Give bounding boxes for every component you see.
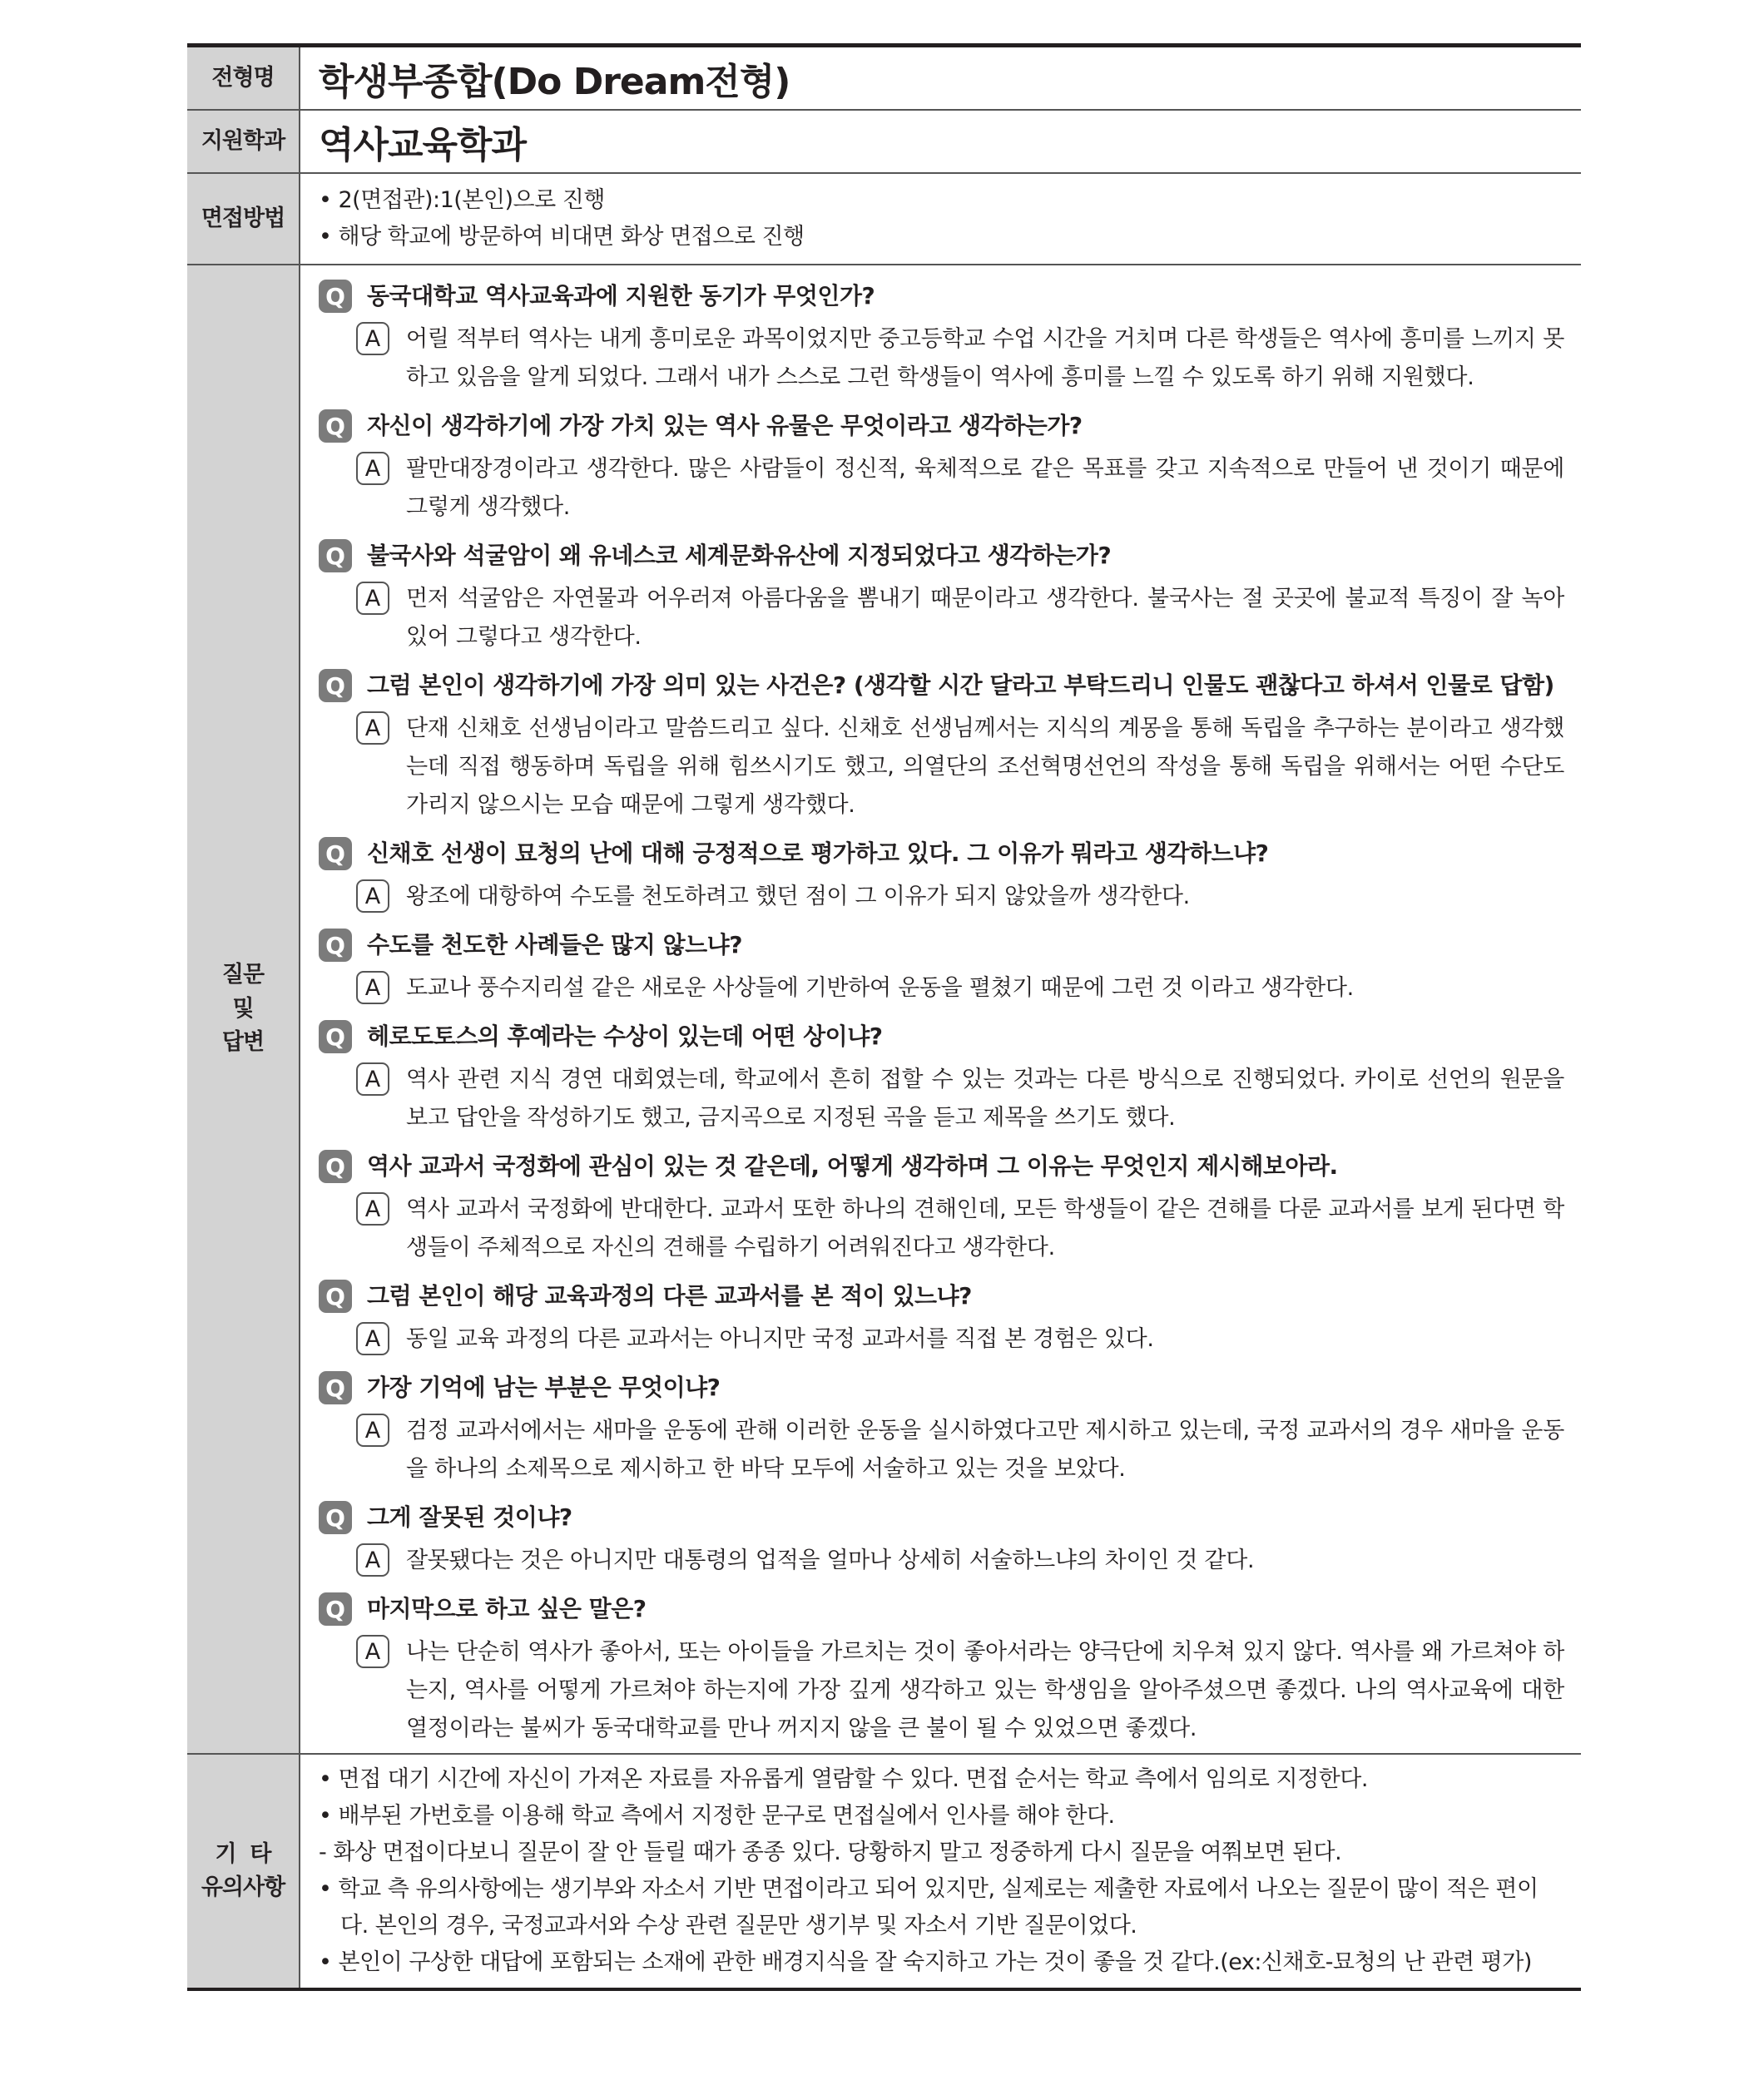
- question-badge-icon: Q: [319, 837, 352, 870]
- note-line: • 면접 대기 시간에 자신이 가져온 자료를 자유롭게 열람할 수 있다. 면접 순서는 학교 측에서 임의로 지정한다.: [319, 1766, 1368, 1792]
- question-text: 마지막으로 하고 싶은 말은?: [367, 1595, 647, 1622]
- method-line: • 2(면접관):1(본인)으로 진행: [319, 187, 605, 213]
- answer-badge-icon: A: [356, 582, 389, 615]
- department-value: 역사교육학과: [300, 110, 1581, 173]
- note-line: • 본인이 구상한 대답에 포함되는 소재에 관한 배경지식을 잘 숙지하고 가는 것이 좋을 것 같다.(ex:신채호-묘청의 난 관련 평가): [319, 1949, 1532, 1975]
- answer-badge-icon: A: [356, 1414, 389, 1447]
- question-badge-icon: Q: [319, 929, 352, 962]
- answer-item: [356, 1633, 1564, 1748]
- question-item: [319, 1147, 1564, 1186]
- question-badge-icon: Q: [319, 539, 352, 572]
- question-text: 역사 교과서 국정화에 관심이 있는 것 같은데, 어떻게 생각하며 그 이유는 무엇인지 제시해보아라.: [367, 1152, 1338, 1180]
- question-item: [319, 537, 1564, 575]
- question-text: 그럼 본인이 생각하기에 가장 의미 있는 사건은? (생각할 시간 달라고 부탁드리니 인물도 괜찮다고 하셔서 인물로 답함): [367, 671, 1554, 699]
- answer-text: 잘못됐다는 것은 아니지만 대통령의 업적을 얼마나 상세히 서술하느냐의 차이인 것 같다.: [406, 1548, 1255, 1573]
- answer-item: [356, 1191, 1564, 1267]
- interview-method-label: 면접방법: [187, 173, 300, 265]
- answer-item: [356, 1542, 1564, 1580]
- question-item: [319, 834, 1564, 873]
- answer-text: 어릴 적부터 역사는 내게 흥미로운 과목이었지만 중고등학교 수업 시간을 거치며 다른 학생들은 역사에 흥미를 느끼지 못 하고 있음을 알게 되었다. 그래서 내가 스스로 그런 학생들이 역사에 흥미를 느낄 수 있도록 하기 위해 지원했다.: [406, 326, 1564, 390]
- qa-row: [187, 265, 1581, 1754]
- answer-text: 도교나 풍수지리설 같은 새로운 사상들에 기반하여 운동을 펼쳤기 때문에 그런 것 이라고 생각한다.: [406, 975, 1354, 1001]
- qa-label-line: 및: [232, 995, 254, 1022]
- question-badge-icon: Q: [319, 1150, 352, 1183]
- notes-label: [187, 1754, 300, 1989]
- answer-text: 왕조에 대항하여 수도를 천도하려고 했던 점이 그 이유가 되지 않았을까 생각한다.: [406, 884, 1190, 909]
- question-text: 동국대학교 역사교육과에 지원한 동기가 무엇인가?: [367, 282, 875, 310]
- answer-badge-icon: A: [356, 1062, 389, 1096]
- answer-item: [356, 1320, 1564, 1359]
- question-badge-icon: Q: [319, 1592, 352, 1626]
- question-text: 헤로도토스의 후예라는 수상이 있는데 어떤 상이냐?: [367, 1023, 883, 1050]
- question-badge-icon: Q: [319, 280, 352, 313]
- question-badge-icon: Q: [319, 669, 352, 702]
- question-item: [319, 666, 1564, 705]
- answer-item: [356, 878, 1564, 916]
- answer-badge-icon: A: [356, 1543, 389, 1577]
- answer-text: 단재 신채호 선생님이라고 말씀드리고 싶다. 신채호 선생님께서는 지식의 계몽을 통해 독립을 추구하는 분이라고 생각했는데 직접 행동하며 독립을 위해 힘쓰시기도 했고, 의열단의 조선혁명선언의 작성을 통해 독립을 위해서는 어떤 수단도 가리지 않으시는 모습 때문에 그렇게 생각했다.: [406, 716, 1564, 818]
- question-text: 자신이 생각하기에 가장 가치 있는 역사 유물은 무엇이라고 생각하는가?: [367, 412, 1083, 439]
- answer-badge-icon: A: [356, 1192, 389, 1226]
- qa-label-line: 질문: [221, 962, 265, 988]
- question-badge-icon: Q: [319, 409, 352, 443]
- question-badge-icon: Q: [319, 1371, 352, 1404]
- question-badge-icon: Q: [319, 1020, 352, 1053]
- question-item: [319, 1590, 1564, 1628]
- answer-item: [356, 320, 1564, 397]
- method-line: • 해당 학교에 방문하여 비대면 화상 면접으로 진행: [319, 224, 805, 250]
- answer-item: [356, 710, 1564, 825]
- department-row: [187, 110, 1581, 173]
- question-badge-icon: Q: [319, 1501, 352, 1534]
- answer-text: 역사 교과서 국정화에 반대한다. 교과서 또한 하나의 견해인데, 모든 학생들이 같은 견해를 다룬 교과서를 보게 된다면 학생들이 주체적으로 자신의 견해를 수립하기 어려워진다고 생각한다.: [406, 1196, 1564, 1260]
- question-text: 수도를 천도한 사례들은 많지 않느냐?: [367, 931, 742, 958]
- question-item: [319, 1277, 1564, 1315]
- answer-item: [356, 1412, 1564, 1488]
- question-item: [319, 407, 1564, 445]
- answer-item: [356, 969, 1564, 1008]
- question-item: [319, 277, 1564, 315]
- question-item: [319, 1369, 1564, 1407]
- interview-sheet: [187, 43, 1581, 1991]
- question-text: 가장 기억에 남는 부분은 무엇이냐?: [367, 1374, 721, 1401]
- notes-label-line: 기 타: [215, 1840, 271, 1867]
- answer-text: 역사 관련 지식 경연 대회였는데, 학교에서 흔히 접할 수 있는 것과는 다른 방식으로 진행되었다. 카이로 선언의 원문을 보고 답안을 작성하기도 했고, 금지곡으로 지정된 곡을 듣고 제목을 쓰기도 했다.: [406, 1067, 1564, 1131]
- answer-item: [356, 450, 1564, 527]
- notes-row: [187, 1754, 1581, 1989]
- interview-method-content: [300, 173, 1581, 265]
- answer-item: [356, 580, 1564, 656]
- answer-badge-icon: A: [356, 1322, 389, 1355]
- question-item: [319, 1018, 1564, 1056]
- admission-type-row: [187, 46, 1581, 111]
- answer-item: [356, 1061, 1564, 1137]
- answer-badge-icon: A: [356, 879, 389, 913]
- answer-badge-icon: A: [356, 711, 389, 745]
- answer-text: 먼저 석굴암은 자연물과 어우러져 아름다움을 뽐내기 때문이라고 생각한다. 불국사는 절 곳곳에 불교적 특징이 잘 녹아 있어 그렇다고 생각한다.: [406, 586, 1564, 650]
- answer-badge-icon: A: [356, 1635, 389, 1668]
- answer-text: 검정 교과서에서는 새마을 운동에 관해 이러한 운동을 실시하였다고만 제시하고 있는데, 국정 교과서의 경우 새마을 운동을 하나의 소제목으로 제시하고 한 바닥 모두에 서술하고 있는 것을 보았다.: [406, 1418, 1564, 1482]
- answer-badge-icon: A: [356, 322, 389, 355]
- interview-table: [187, 43, 1581, 1991]
- admission-type-label: 전형명: [187, 46, 300, 111]
- question-text: 신채호 선생이 묘청의 난에 대해 긍정적으로 평가하고 있다. 그 이유가 뭐라고 생각하느냐?: [367, 839, 1269, 867]
- note-line: • 배부된 가번호를 이용해 학교 측에서 지정한 문구로 면접실에서 인사를 해야 한다.: [319, 1803, 1115, 1829]
- qa-label: [187, 265, 300, 1754]
- question-item: [319, 926, 1564, 964]
- qa-label-line: 답변: [221, 1029, 265, 1056]
- answer-text: 나는 단순히 역사가 좋아서, 또는 아이들을 가르치는 것이 좋아서라는 양극단에 치우쳐 있지 않다. 역사를 왜 가르쳐야 하는지, 역사를 어떻게 가르쳐야 하는지에 가장 깊게 생각하고 있는 학생임을 알아주셨으면 좋겠다. 나의 역사교육에 대한 열정이라는 불씨가 동국대학교를 만나 꺼지지 않을 큰 불이 될 수 있었으면 좋겠다.: [406, 1639, 1564, 1741]
- question-badge-icon: Q: [319, 1280, 352, 1313]
- department-label: 지원학과: [187, 110, 300, 173]
- answer-badge-icon: A: [356, 971, 389, 1004]
- notes-content: [300, 1754, 1581, 1989]
- answer-text: 동일 교육 과정의 다른 교과서는 아니지만 국정 교과서를 직접 본 경험은 있다.: [406, 1326, 1154, 1352]
- question-text: 그게 잘못된 것이냐?: [367, 1503, 572, 1531]
- admission-type-value: 학생부종합(Do Dream전형): [300, 46, 1581, 111]
- qa-list: [300, 265, 1581, 1754]
- interview-method-row: [187, 173, 1581, 265]
- question-text: 불국사와 석굴암이 왜 유네스코 세계문화유산에 지정되었다고 생각하는가?: [367, 542, 1112, 569]
- answer-badge-icon: A: [356, 452, 389, 485]
- question-item: [319, 1498, 1564, 1537]
- note-line: • 학교 측 유의사항에는 생기부와 자소서 기반 면접이라고 되어 있지만, 실제로는 제출한 자료에서 나오는 질문이 많이 적은 편이다. 본인의 경우, 국정교과서와 수상 관련 질문만 생기부 및 자소서 기반 질문이었다.: [319, 1876, 1539, 1939]
- notes-label-line: 유의사항: [201, 1874, 285, 1900]
- question-text: 그럼 본인이 해당 교육과정의 다른 교과서를 본 적이 있느냐?: [367, 1282, 972, 1310]
- answer-text: 팔만대장경이라고 생각한다. 많은 사람들이 정신적, 육체적으로 같은 목표를 갖고 지속적으로 만들어 낸 것이기 때문에 그렇게 생각했다.: [406, 456, 1564, 520]
- note-line: - 화상 면접이다보니 질문이 잘 안 들릴 때가 종종 있다. 당황하지 말고 정중하게 다시 질문을 여쭤보면 된다.: [319, 1840, 1342, 1865]
